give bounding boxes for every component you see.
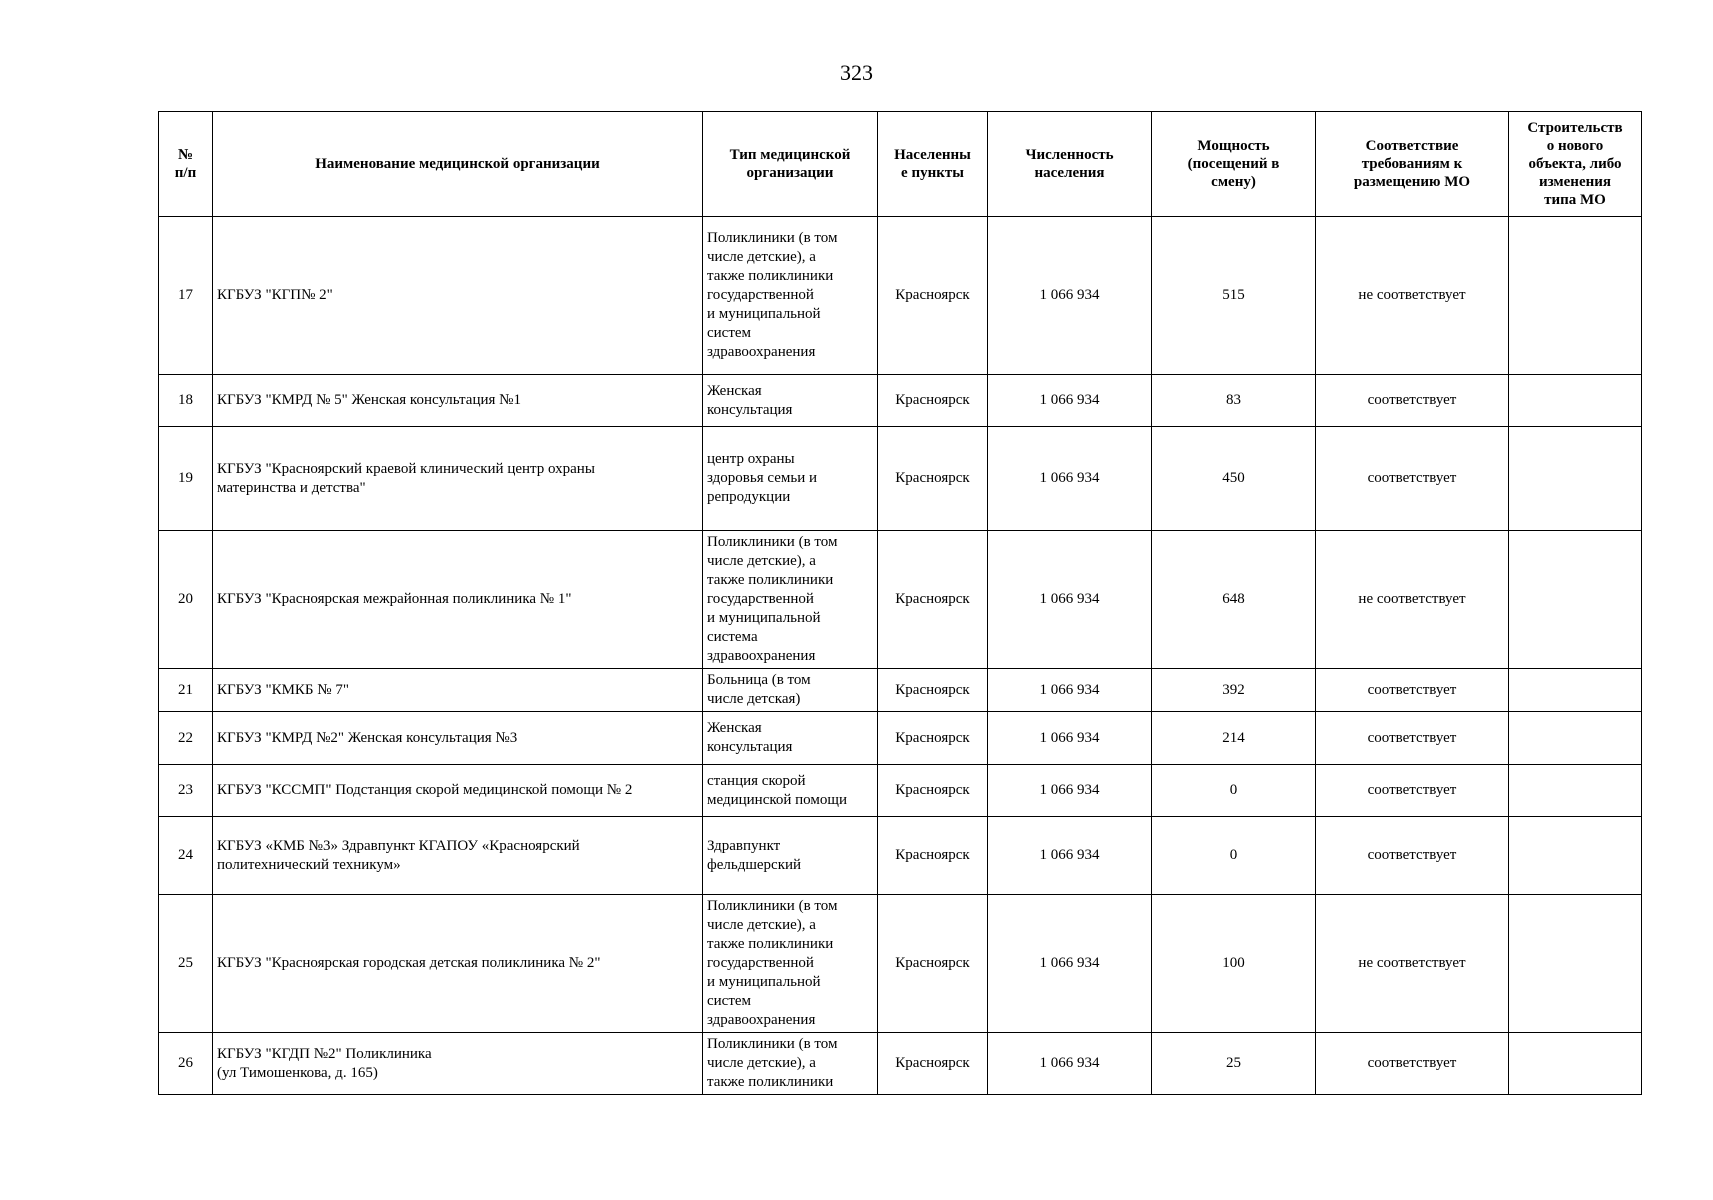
page-number: 323 — [840, 60, 873, 85]
capacity: 392 — [1152, 669, 1316, 712]
new-construction — [1509, 765, 1642, 817]
capacity: 648 — [1152, 531, 1316, 669]
organization-name: КГБУЗ "Красноярская городская детская поликлиника № 2" — [213, 895, 703, 1033]
table-row — [159, 1033, 1642, 1095]
header-city: Населенны е пункты — [878, 112, 988, 217]
organization-name: КГБУЗ "КМРД №2" Женская консультация №3 — [213, 712, 703, 765]
capacity: 214 — [1152, 712, 1316, 765]
organization-type: центр охраны здоровья семьи и репродукции — [703, 427, 878, 531]
new-construction — [1509, 217, 1642, 375]
compliance: соответствует — [1316, 712, 1509, 765]
population: 1 066 934 — [988, 669, 1152, 712]
capacity: 25 — [1152, 1033, 1316, 1095]
organization-name: КГБУЗ "Красноярский краевой клинический центр охраны материнства и детства" — [213, 427, 703, 531]
compliance: не соответствует — [1316, 531, 1509, 669]
new-construction — [1509, 669, 1642, 712]
header-population: Численность населения — [988, 112, 1152, 217]
row-number: 26 — [159, 1033, 213, 1095]
organization-name: КГБУЗ "КМРД № 5" Женская консультация №1 — [213, 375, 703, 427]
organization-type: Поликлиники (в том числе детские), а также поликлиники государственной и муниципальной система здравоохранения — [703, 531, 878, 669]
organization-name: КГБУЗ "КГП№ 2" — [213, 217, 703, 375]
settlement: Красноярск — [878, 375, 988, 427]
row-number: 24 — [159, 817, 213, 895]
organization-name: КГБУЗ "КГДП №2" Поликлиника (ул Тимошенкова, д. 165) — [213, 1033, 703, 1095]
new-construction — [1509, 817, 1642, 895]
new-construction — [1509, 895, 1642, 1033]
settlement: Красноярск — [878, 712, 988, 765]
compliance: соответствует — [1316, 1033, 1509, 1095]
table-row — [159, 375, 1642, 427]
organization-type: Больница (в том числе детская) — [703, 669, 878, 712]
settlement: Красноярск — [878, 217, 988, 375]
capacity: 0 — [1152, 765, 1316, 817]
row-number: 17 — [159, 217, 213, 375]
table-row — [159, 427, 1642, 531]
row-number: 21 — [159, 669, 213, 712]
table-row — [159, 217, 1642, 375]
medical-organizations-table — [158, 111, 1642, 1095]
organization-type: Женская консультация — [703, 375, 878, 427]
population: 1 066 934 — [988, 817, 1152, 895]
organization-type: Поликлиники (в том числе детские), а также поликлиники государственной и муниципальной систем здравоохранения — [703, 895, 878, 1033]
compliance: не соответствует — [1316, 217, 1509, 375]
settlement: Красноярск — [878, 669, 988, 712]
organization-type: станция скорой медицинской помощи — [703, 765, 878, 817]
capacity: 100 — [1152, 895, 1316, 1033]
population: 1 066 934 — [988, 427, 1152, 531]
header-new-construction: Строительств о нового объекта, либо изменения типа МО — [1509, 112, 1642, 217]
new-construction — [1509, 712, 1642, 765]
new-construction — [1509, 531, 1642, 669]
settlement: Красноярск — [878, 531, 988, 669]
compliance: не соответствует — [1316, 895, 1509, 1033]
settlement: Красноярск — [878, 765, 988, 817]
table-row — [159, 531, 1642, 669]
population: 1 066 934 — [988, 217, 1152, 375]
organization-type: Здравпункт фельдшерский — [703, 817, 878, 895]
settlement: Красноярск — [878, 1033, 988, 1095]
compliance: соответствует — [1316, 375, 1509, 427]
organization-name: КГБУЗ "КССМП" Подстанция скорой медицинской помощи № 2 — [213, 765, 703, 817]
capacity: 450 — [1152, 427, 1316, 531]
compliance: соответствует — [1316, 669, 1509, 712]
header-type: Тип медицинской организации — [703, 112, 878, 217]
compliance: соответствует — [1316, 817, 1509, 895]
organization-name: КГБУЗ «КМБ №3» Здравпункт КГАПОУ «Красноярский политехнический техникум» — [213, 817, 703, 895]
header-row — [159, 112, 1642, 217]
table-row — [159, 895, 1642, 1033]
organization-type: Поликлиники (в том числе детские), а также поликлиники — [703, 1033, 878, 1095]
new-construction — [1509, 1033, 1642, 1095]
capacity: 515 — [1152, 217, 1316, 375]
capacity: 0 — [1152, 817, 1316, 895]
row-number: 23 — [159, 765, 213, 817]
population: 1 066 934 — [988, 712, 1152, 765]
row-number: 18 — [159, 375, 213, 427]
header-compliance: Соответствие требованиям к размещению МО — [1316, 112, 1509, 217]
table-row — [159, 817, 1642, 895]
settlement: Красноярск — [878, 427, 988, 531]
population: 1 066 934 — [988, 531, 1152, 669]
row-number: 22 — [159, 712, 213, 765]
header-name: Наименование медицинской организации — [213, 112, 703, 217]
table-row — [159, 669, 1642, 712]
organization-name: КГБУЗ "Красноярская межрайонная поликлиника № 1" — [213, 531, 703, 669]
organization-name: КГБУЗ "КМКБ № 7" — [213, 669, 703, 712]
population: 1 066 934 — [988, 375, 1152, 427]
new-construction — [1509, 375, 1642, 427]
table-row — [159, 712, 1642, 765]
table-row — [159, 765, 1642, 817]
population: 1 066 934 — [988, 1033, 1152, 1095]
row-number: 20 — [159, 531, 213, 669]
row-number: 19 — [159, 427, 213, 531]
capacity: 83 — [1152, 375, 1316, 427]
organization-type: Поликлиники (в том числе детские), а также поликлиники государственной и муниципальной систем здравоохранения — [703, 217, 878, 375]
settlement: Красноярск — [878, 817, 988, 895]
header-num: № п/п — [159, 112, 213, 217]
row-number: 25 — [159, 895, 213, 1033]
new-construction — [1509, 427, 1642, 531]
header-capacity: Мощность (посещений в смену) — [1152, 112, 1316, 217]
compliance: соответствует — [1316, 765, 1509, 817]
organization-type: Женская консультация — [703, 712, 878, 765]
compliance: соответствует — [1316, 427, 1509, 531]
population: 1 066 934 — [988, 765, 1152, 817]
settlement: Красноярск — [878, 895, 988, 1033]
population: 1 066 934 — [988, 895, 1152, 1033]
